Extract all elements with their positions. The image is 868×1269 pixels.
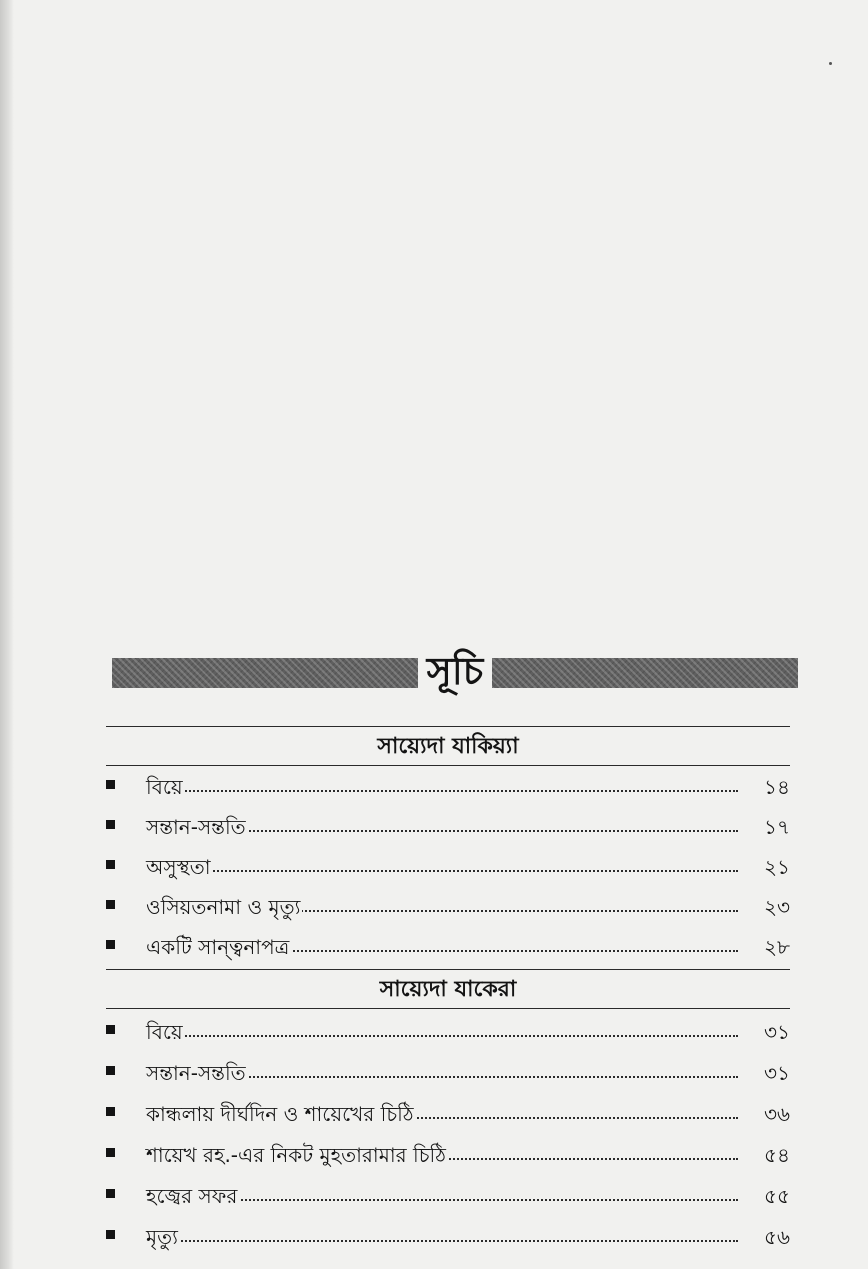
toc-entry[interactable] (106, 848, 790, 886)
toc-entry[interactable] (106, 888, 790, 926)
entry-label: শায়েখ রহ.-এর নিকট মুহতারামার চিঠি (146, 1136, 448, 1174)
entry-label: বিয়ে (146, 768, 185, 806)
bullet-square-icon (106, 1107, 115, 1116)
entry-label: সন্তান-সন্ততি (146, 1054, 248, 1092)
bullet-square-icon (106, 900, 115, 909)
entry-page-number: ৩৬ (763, 1102, 790, 1126)
bullet-square-icon (106, 1025, 115, 1034)
entry-page-number: ৫৪ (764, 1143, 790, 1167)
entry-label: হজ্বের সফর (146, 1177, 239, 1215)
toc-entry[interactable] (106, 1095, 790, 1133)
toc-entry[interactable] (106, 1054, 790, 1092)
entry-page-number: ৫৬ (764, 1225, 790, 1249)
bullet-square-icon (106, 1066, 115, 1075)
title-bar-left (112, 658, 418, 688)
toc-title: সূচি (426, 649, 484, 693)
entry-page-number: ৫৫ (764, 1184, 790, 1208)
dot-leader (146, 1035, 738, 1037)
bullet-square-icon (106, 820, 115, 829)
section-heading: সায়্যেদা যাকিয়্যা (377, 734, 519, 759)
toc-entry[interactable] (106, 928, 790, 966)
ink-speck (829, 62, 832, 65)
bullet-square-icon (106, 780, 115, 789)
toc-entry[interactable] (106, 768, 790, 806)
entry-page-number: ১৭ (764, 815, 790, 839)
section-rule-bottom (106, 765, 790, 766)
toc-entry[interactable] (106, 1218, 790, 1256)
dot-leader (146, 1240, 738, 1242)
bullet-square-icon (106, 860, 115, 869)
entry-page-number: ৩১ (764, 1020, 790, 1044)
entry-label: অসুস্থতা (146, 848, 213, 886)
toc-entry[interactable] (106, 808, 790, 846)
entry-label: মৃত্যু (146, 1218, 180, 1256)
bullet-square-icon (106, 1189, 115, 1198)
toc-entry[interactable] (106, 1177, 790, 1215)
dot-leader (146, 790, 738, 792)
bullet-square-icon (106, 1230, 115, 1239)
dot-leader (146, 870, 738, 872)
entry-label: একটি সান্ত্বনাপত্র (146, 928, 291, 966)
toc-entry[interactable] (106, 1136, 790, 1174)
title-bar-right (492, 658, 798, 688)
entry-label: বিয়ে (146, 1013, 185, 1051)
entry-label: কান্ধলায় দীর্ঘদিন ও শায়েখের চিঠি (146, 1095, 416, 1133)
entry-page-number: ২৩ (763, 895, 790, 919)
entry-page-number: ২১ (764, 855, 790, 879)
bullet-square-icon (106, 940, 115, 949)
section-rule-top (106, 969, 790, 970)
section-rule-top (106, 726, 790, 727)
section-rule-bottom (106, 1008, 790, 1009)
page-left-edge-shadow (0, 0, 14, 1269)
entry-label: ওসিয়তনামা ও মৃত্যু (146, 888, 302, 926)
entry-page-number: ৩১ (764, 1061, 790, 1085)
toc-entry[interactable] (106, 1013, 790, 1051)
entry-page-number: ১৪ (764, 775, 790, 799)
section-heading: সায়্যেদা যাকেরা (379, 977, 517, 1002)
bullet-square-icon (106, 1148, 115, 1157)
entry-page-number: ২৮ (764, 935, 790, 959)
entry-label: সন্তান-সন্ততি (146, 808, 248, 846)
toc-title-band (112, 649, 798, 694)
